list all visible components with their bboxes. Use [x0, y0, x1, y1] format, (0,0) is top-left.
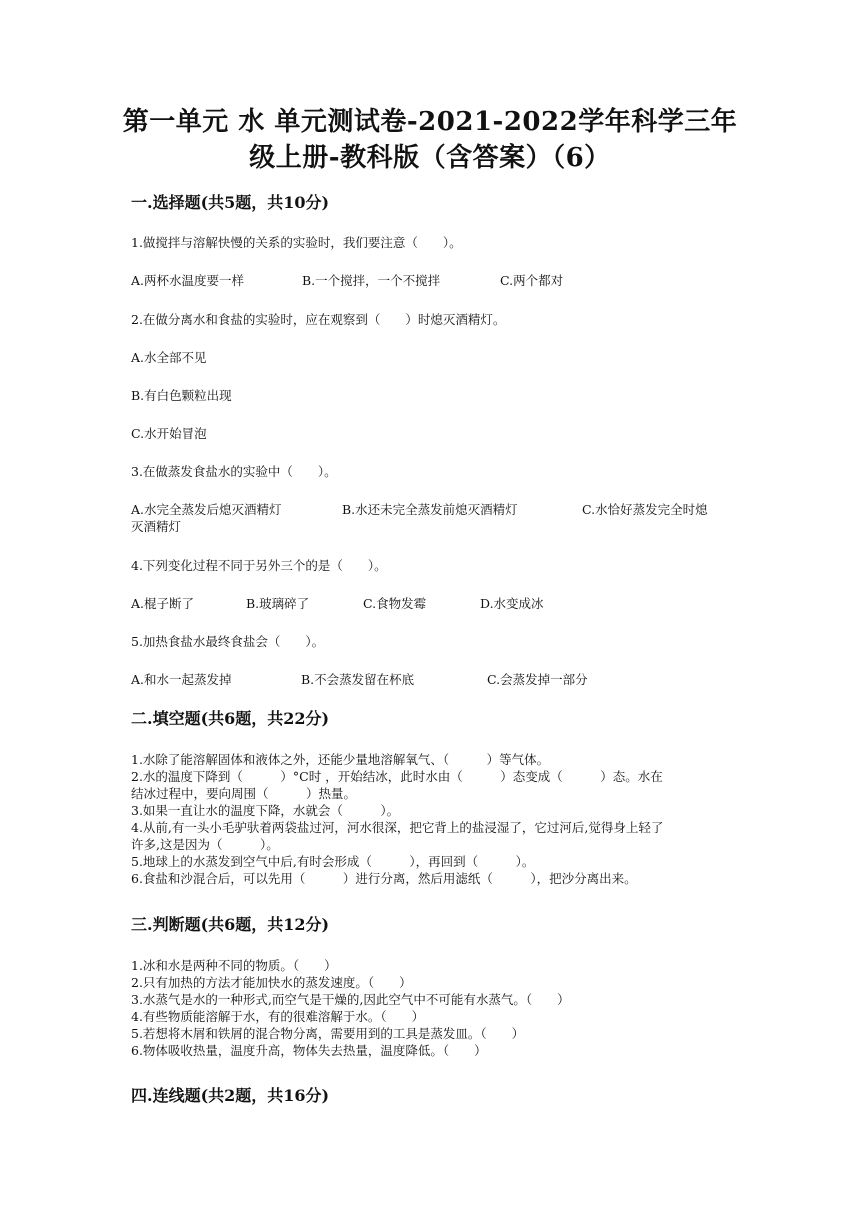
option-c: C.水恰好蒸发完全时熄 [582, 502, 708, 517]
fill-line: 结冰过程中，要向周围（ ）热量。 [131, 786, 357, 801]
option-a: A.和水一起蒸发掉 [131, 672, 232, 687]
question-stem: 1.做搅拌与溶解快慢的关系的实验时，我们要注意（ ）。 [131, 235, 462, 250]
option-c: C.会蒸发掉一部分 [487, 672, 588, 687]
question-stem: 2.在做分离水和食盐的实验时，应在观察到（ ）时熄灭酒精灯。 [131, 312, 506, 327]
fill-line: 4.从前,有一头小毛驴驮着两袋盐过河，河水很深，把它背上的盐浸湿了，它过河后,觉得身上轻了 [131, 820, 664, 835]
section-heading-choice: 一.选择题(共5题，共10分) [131, 193, 330, 212]
question-stem: 4.下列变化过程不同于另外三个的是（ ）。 [131, 558, 387, 573]
judge-line: 6.物体吸收热量，温度升高，物体失去热量，温度降低。（ ） [131, 1043, 487, 1058]
judge-line: 1.冰和水是两种不同的物质。（ ） [131, 958, 337, 973]
judge-line: 4.有些物质能溶解于水，有的很难溶解于水。（ ） [131, 1009, 425, 1024]
option-a: A.棍子断了 [131, 596, 195, 611]
option-b: B.一个搅拌，一个不搅拌 [302, 273, 441, 288]
section-heading-judge: 三.判断题(共6题，共12分) [131, 915, 330, 934]
fill-line: 3.如果一直让水的温度下降，水就会（ ）。 [131, 803, 400, 818]
judge-line: 3.水蒸气是水的一种形式,而空气是干燥的,因此空气中不可能有水蒸气。（ ） [131, 992, 570, 1007]
fill-line: 1.水除了能溶解固体和液体之外，还能少量地溶解氧气、（ ）等气体。 [131, 752, 550, 767]
judge-line: 5.若想将木屑和铁屑的混合物分离，需要用到的工具是蒸发皿。（ ） [131, 1026, 525, 1041]
section-heading-matching: 四.连线题(共2题，共16分) [131, 1086, 330, 1105]
option-c: C.水开始冒泡 [131, 426, 207, 441]
judge-line: 2.只有加热的方法才能加快水的蒸发速度。（ ） [131, 975, 412, 990]
option-a: A.水完全蒸发后熄灭酒精灯 [131, 502, 282, 517]
option-c-continued: 灭酒精灯 [131, 519, 182, 534]
document-title-line1: 第一单元 水 单元测试卷-2021-2022学年科学三年 [122, 107, 738, 137]
option-b: B.水还未完全蒸发前熄灭酒精灯 [342, 502, 518, 517]
option-b: B.有白色颗粒出现 [131, 388, 232, 403]
option-c: C.两个都对 [500, 273, 564, 288]
fill-line: 许多,这是因为（ ）。 [131, 837, 279, 852]
option-c: C.食物发霉 [363, 596, 427, 611]
section-heading-fill: 二.填空题(共6题，共22分) [131, 709, 330, 728]
question-stem: 5.加热食盐水最终食盐会（ ）。 [131, 634, 325, 649]
option-a: A.水全部不见 [131, 350, 207, 365]
option-b: B.不会蒸发留在杯底 [301, 672, 415, 687]
fill-line: 6.食盐和沙混合后，可以先用（ ）进行分离，然后用滤纸（ ），把沙分离出来。 [131, 871, 637, 886]
question-stem: 3.在做蒸发食盐水的实验中（ ）。 [131, 464, 337, 479]
option-a: A.两杯水温度要一样 [131, 273, 245, 288]
option-b: B.玻璃碎了 [246, 596, 310, 611]
option-d: D.水变成冰 [480, 596, 544, 611]
fill-line: 2.水的温度下降到（ ）°C时 ，开始结冰，此时水由（ ）态变成（ ）态。水在 [131, 769, 663, 784]
fill-line: 5.地球上的水蒸发到空气中后,有时会形成（ ），再回到（ ）。 [131, 854, 535, 869]
document-title-line2: 级上册-教科版（含答案）（6） [249, 143, 611, 173]
